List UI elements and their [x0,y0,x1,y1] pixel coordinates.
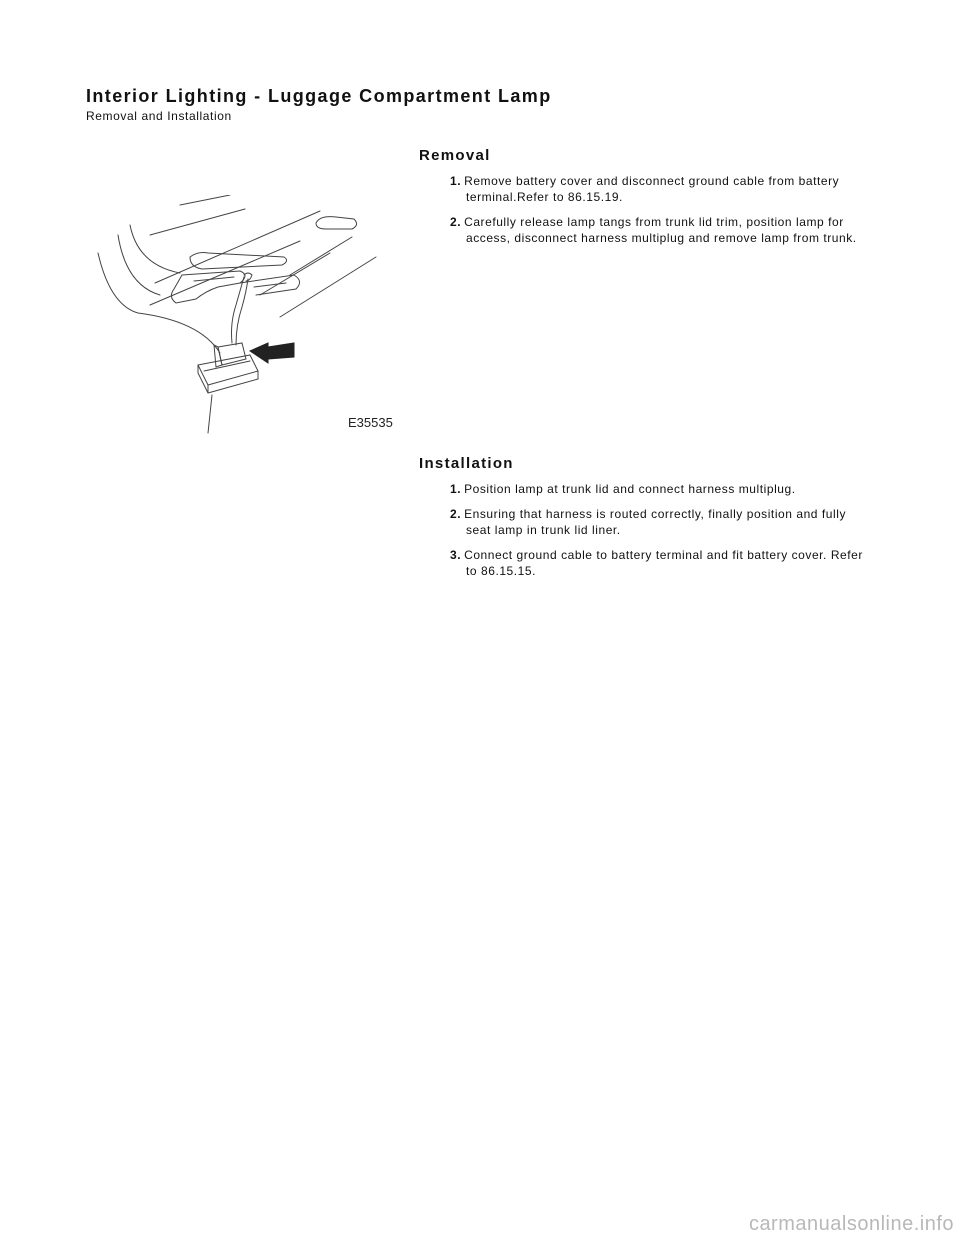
step-text: Position lamp at trunk lid and connect harness multiplug. [464,482,796,496]
removal-heading: Removal [419,147,491,164]
installation-step-1 [450,481,870,497]
step-number: 2. [450,507,462,521]
page-title: Interior Lighting - Luggage Compartment Lamp [86,86,552,106]
installation-steps [450,481,870,588]
lamp-illustration [90,195,410,445]
removal-steps [450,173,870,255]
step-number: 1. [450,482,462,496]
figure-label: E35535 [348,415,393,430]
installation-step-3 [450,547,870,579]
installation-heading: Installation [419,455,514,472]
removal-step-1 [450,173,870,205]
step-text: Ensuring that harness is routed correctly, finally position and fully seat lamp in trunk lid liner. [464,507,847,537]
step-number: 3. [450,548,462,562]
step-text: Remove battery cover and disconnect ground cable from battery terminal.Refer to 86.15.19. [464,174,840,204]
step-number: 2. [450,215,462,229]
site-watermark: carmanualsonline.info [748,1213,954,1235]
page-subtitle: Removal and Installation [86,109,232,123]
step-number: 1. [450,174,462,188]
installation-step-2 [450,506,870,538]
removal-step-2 [450,214,870,246]
step-text: Connect ground cable to battery terminal and fit battery cover. Refer to 86.15.15. [464,548,863,578]
step-text: Carefully release lamp tangs from trunk lid trim, position lamp for access, disconnect harness multiplug and remove lamp from trunk. [464,215,857,245]
